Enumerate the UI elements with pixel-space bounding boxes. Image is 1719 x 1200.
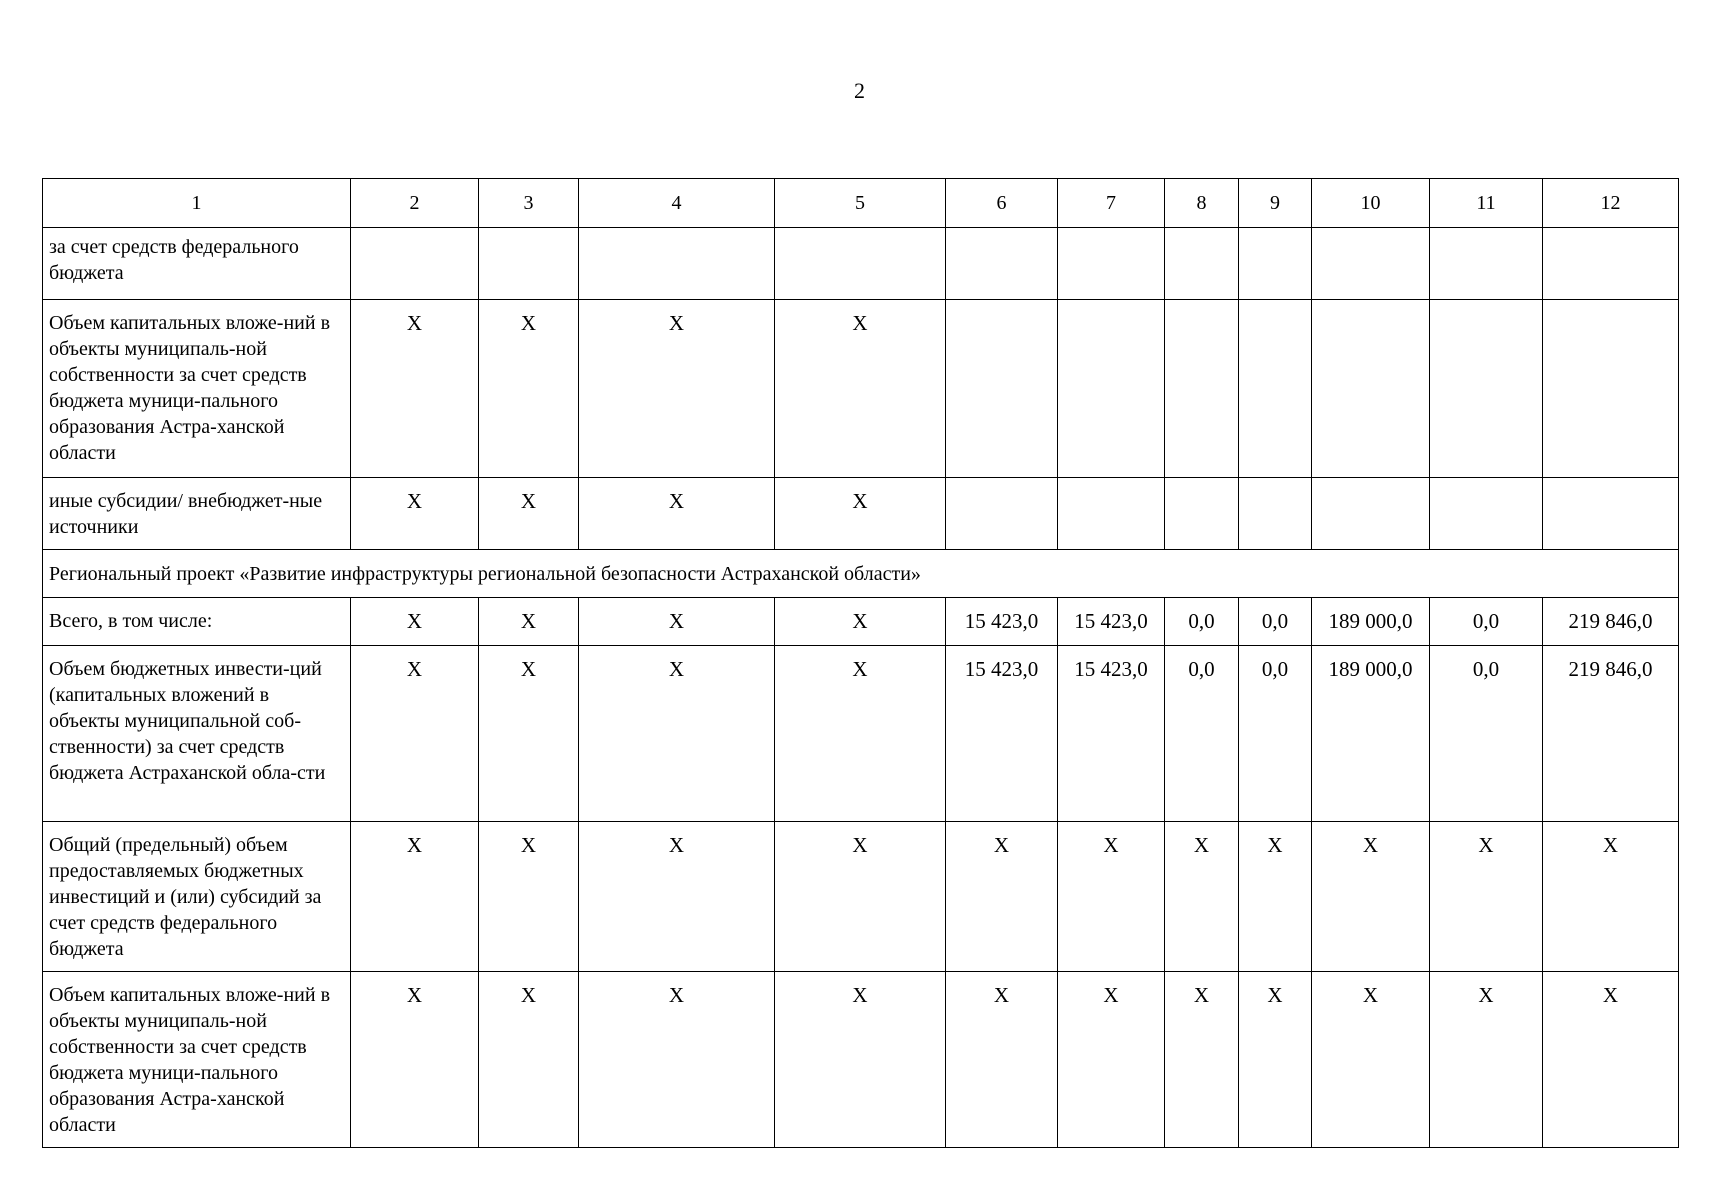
table-row [43,228,1679,300]
table-cell: X [1543,972,1679,1148]
table-cell: X [775,598,946,646]
table-cell [1430,300,1543,478]
table-cell: X [351,822,479,972]
table-cell [946,478,1058,550]
table-cell: X [1165,822,1239,972]
column-header: 3 [479,179,579,228]
table-cell: 219 846,0 [1543,646,1679,822]
column-header: 1 [43,179,351,228]
table-cell [479,228,579,300]
table-cell: 0,0 [1165,646,1239,822]
table-cell: 189 000,0 [1312,646,1430,822]
row-label: Всего, в том числе: [43,598,351,646]
budget-table [42,178,1679,1148]
table-cell [1430,228,1543,300]
table-cell: X [946,972,1058,1148]
page-number: 2 [854,78,865,103]
table-row [43,646,1679,822]
table-cell: 0,0 [1430,646,1543,822]
table-cell [1543,478,1679,550]
table-cell: X [479,478,579,550]
table-cell [1312,300,1430,478]
table-cell: X [579,300,775,478]
table-cell: X [351,972,479,1148]
table-cell [1239,478,1312,550]
table-cell: X [1239,972,1312,1148]
table-cell: 0,0 [1430,598,1543,646]
table-cell: X [579,646,775,822]
table-cell: 15 423,0 [946,646,1058,822]
table-cell [1058,478,1165,550]
table-cell: X [1239,822,1312,972]
table-cell [1312,228,1430,300]
table-row [43,972,1679,1148]
table-cell [1165,300,1239,478]
table-cell [1058,300,1165,478]
table-cell [1543,228,1679,300]
row-label: Объем капитальных вложе-ний в объекты муниципаль-ной собственности за счет средств бюджета муници-пального образования Астра-ханской области [43,300,351,478]
table-cell [1239,228,1312,300]
column-header: 9 [1239,179,1312,228]
table-cell [1165,478,1239,550]
table-cell: X [775,822,946,972]
table-cell: X [1430,822,1543,972]
row-label: Объем капитальных вложе-ний в объекты муниципаль-ной собственности за счет средств бюджета муници-пального образования Астра-ханской области [43,972,351,1148]
table-cell: X [579,822,775,972]
table-cell: X [579,598,775,646]
table-cell: X [351,646,479,822]
table-cell: 15 423,0 [1058,646,1165,822]
column-header: 10 [1312,179,1430,228]
row-label: Общий (предельный) объем предоставляемых бюджетных инвестиций и (или) субсидий за счет средств федерального бюджета [43,822,351,972]
table-row [43,822,1679,972]
table-cell: X [351,598,479,646]
table-cell: X [775,478,946,550]
table-cell [1239,300,1312,478]
table-cell: 15 423,0 [1058,598,1165,646]
column-header: 12 [1543,179,1679,228]
table-cell: X [1058,972,1165,1148]
table-cell: 219 846,0 [1543,598,1679,646]
table-cell: X [1312,822,1430,972]
table-cell: X [479,598,579,646]
column-header: 11 [1430,179,1543,228]
table-cell: 189 000,0 [1312,598,1430,646]
table-row [43,478,1679,550]
table-cell: X [479,972,579,1148]
table-cell: X [351,300,479,478]
table-cell: X [946,822,1058,972]
column-header: 4 [579,179,775,228]
table-cell: X [1312,972,1430,1148]
section-title: Региональный проект «Развитие инфраструктуры региональной безопасности Астраханской области» [43,550,1679,598]
table-cell: 0,0 [1239,598,1312,646]
table-cell: X [1430,972,1543,1148]
table-cell: X [579,972,775,1148]
table-row [43,598,1679,646]
table-cell [1058,228,1165,300]
table-cell: X [775,300,946,478]
table-cell [946,300,1058,478]
column-header: 2 [351,179,479,228]
table-cell [1165,228,1239,300]
column-header: 6 [946,179,1058,228]
table-cell: X [479,646,579,822]
table-cell [1430,478,1543,550]
table-cell: 0,0 [1165,598,1239,646]
table-cell: X [351,478,479,550]
table-cell [946,228,1058,300]
table-cell [775,228,946,300]
table-cell: X [1543,822,1679,972]
table-cell: X [775,972,946,1148]
table-cell: X [579,478,775,550]
table-cell: 0,0 [1239,646,1312,822]
row-label: Объем бюджетных инвести-ций (капитальных вложений в объекты муниципальной соб-ственности) за счет средств бюджета Астраханской обла-сти [43,646,351,822]
column-header: 5 [775,179,946,228]
table-cell: X [479,822,579,972]
table-cell: X [775,646,946,822]
table-cell [1312,478,1430,550]
column-header: 7 [1058,179,1165,228]
table-cell: 15 423,0 [946,598,1058,646]
row-label: иные субсидии/ внебюджет-ные источники [43,478,351,550]
table-row [43,300,1679,478]
column-header: 8 [1165,179,1239,228]
table-cell [579,228,775,300]
row-label: за счет средств федерального бюджета [43,228,351,300]
table-header-row [43,179,1679,228]
table-cell [351,228,479,300]
section-row [43,550,1679,598]
table-cell [1543,300,1679,478]
table-cell: X [1058,822,1165,972]
table-cell: X [1165,972,1239,1148]
table-cell: X [479,300,579,478]
